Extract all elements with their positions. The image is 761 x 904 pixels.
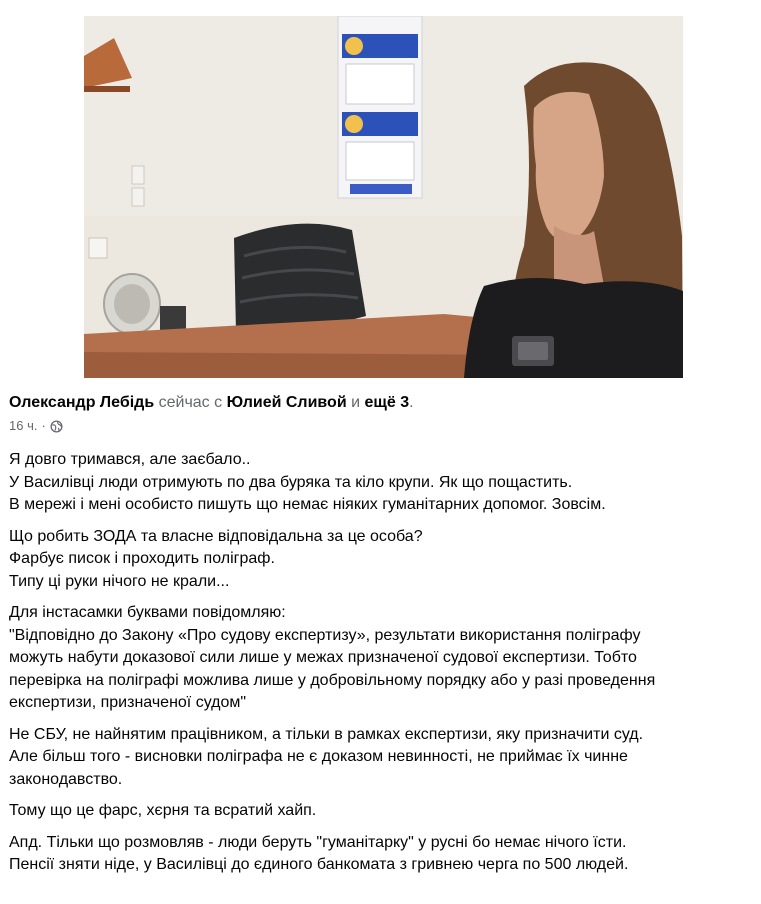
- post-text-line: В мережі і мені особисто пишуть що немає ніяких гуманітарних допомог. Зовсім.: [9, 496, 606, 513]
- post-text-line: Але більш того - висновки поліграфа не є доказом невинності, не приймає їх чинне: [9, 748, 628, 765]
- post-photo-container: [0, 0, 761, 380]
- with-prefix: с: [214, 394, 223, 411]
- author-line: [9, 392, 754, 414]
- post-text-line: Що робить ЗОДА та власне відповідальна за це особа?: [9, 527, 423, 545]
- and-word: и: [351, 394, 361, 411]
- post-paragraph: [9, 526, 754, 594]
- globe-icon[interactable]: [50, 420, 63, 433]
- author-name-link[interactable]: Олександр Лебідь: [9, 394, 155, 411]
- post-text-line: У Василівці люди отримують по два буряка та кіло крупи. Як що пощастить.: [9, 473, 573, 491]
- photo-illustration: [84, 16, 683, 378]
- post-paragraph: [9, 449, 754, 517]
- post-timestamp-link[interactable]: 16 ч.: [9, 418, 38, 433]
- post-text-line: перевірка на поліграфі можлива лише у добровільному порядку або у разі проведення: [9, 671, 656, 689]
- post-text-line: Пенсії зняти ніде, у Василівці до єдиного банкомата з гривнею черга по 500 людей.: [9, 856, 629, 873]
- post-paragraph: [9, 602, 754, 715]
- post-text-line: Я довго тримався, але заєбало..: [9, 451, 251, 468]
- post-paragraph: [9, 800, 754, 823]
- post-paragraph: [9, 832, 754, 877]
- meta-separator: ·: [41, 418, 46, 433]
- tagged-person-link[interactable]: Юлией Сливой: [226, 394, 347, 411]
- post-meta: [9, 418, 754, 434]
- post-text-line: Апд. Тільки що розмовляв - люди беруть "гуманітарку" у русні бо немає нічого їсти.: [9, 833, 627, 851]
- post-text-line: експертизи, призначеної судом": [9, 694, 247, 711]
- post-text-line: Фарбує писок і проходить поліграф.: [9, 550, 275, 567]
- time-word: сейчас: [158, 394, 210, 411]
- period: .: [409, 394, 414, 411]
- post-body-text: [9, 449, 754, 886]
- post-text-line: Не СБУ, не найнятим працівником, а тільки в рамках експертизи, яку призначити суд.: [9, 725, 644, 743]
- post-text-line: Типу ці руки нічого не крали...: [9, 572, 230, 590]
- tagged-others-link[interactable]: ещё 3: [364, 394, 410, 411]
- post-header: [9, 392, 754, 434]
- post-photo[interactable]: [84, 16, 683, 378]
- post-text-line: Тому що це фарс, хєрня та всратий хайп.: [9, 802, 317, 819]
- post-text-line: "Відповідно до Закону «Про судову експертизу», результати використання поліграфу: [9, 626, 641, 644]
- post-text-line: Для інстасамки буквами повідомляю:: [9, 604, 286, 621]
- post-paragraph: [9, 724, 754, 792]
- post-text-line: законодавство.: [9, 770, 123, 788]
- post-text-line: можуть набути доказової сили лише у межах призначеної судової експертизи. Тобто: [9, 649, 637, 666]
